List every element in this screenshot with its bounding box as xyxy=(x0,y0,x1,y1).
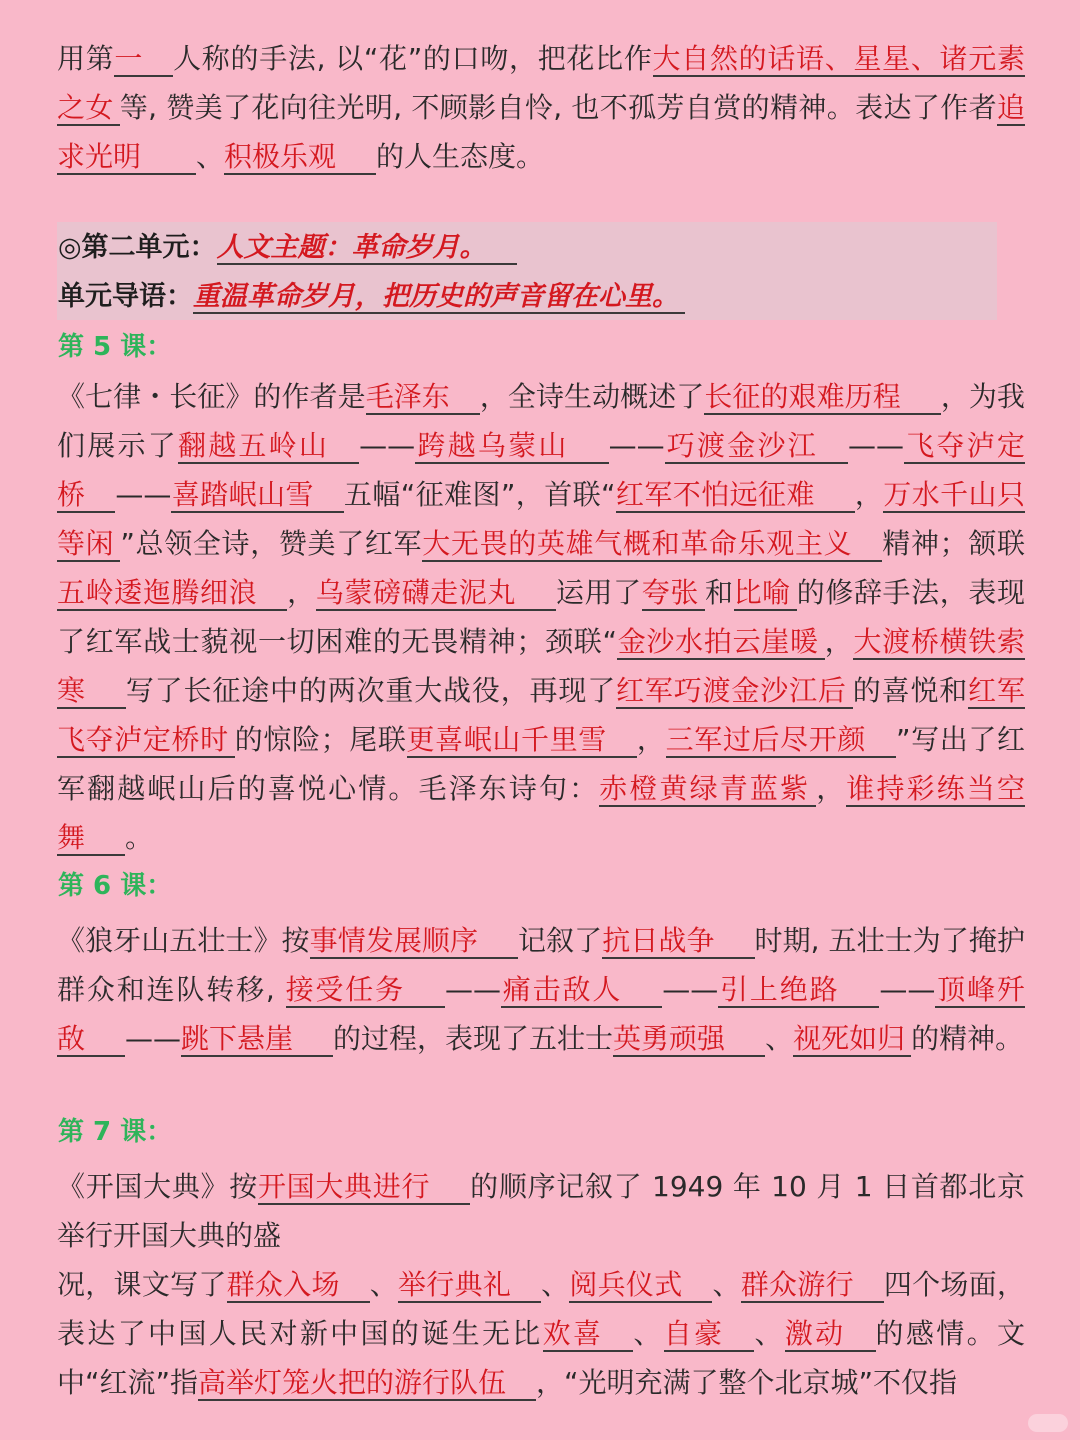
answer-blank: 巧渡金沙江 xyxy=(665,429,848,464)
text: ， xyxy=(824,625,854,658)
text: 的惊险；尾联 xyxy=(234,723,407,756)
text: ”总领全诗，赞美了红军 xyxy=(120,527,423,560)
answer-blank: 开国大典进行 xyxy=(258,1170,470,1205)
answer-blank: 追求光明 xyxy=(57,91,1025,173)
text: 记叙了 xyxy=(518,924,603,957)
answer-blank: 大自然的话语、星星、诸元素之女 xyxy=(57,42,1025,124)
answer-blank: 高举灯笼火把的游行队伍 xyxy=(198,1366,536,1401)
text: 的顺序记叙了 1949 年 10 月 1 日首都北京举行开国大典的盛 xyxy=(57,1170,1025,1252)
answer-blank: 跨越乌蒙山 xyxy=(415,429,608,464)
text: 的修辞手法，表现了红军战士藐视一切困难的无畏精神；颈联“ xyxy=(57,576,1025,658)
answer-blank: 激动 xyxy=(785,1317,876,1352)
lesson-7-title: 第 7 课： xyxy=(58,1117,173,1147)
answer-blank: 大无畏的英雄气概和革命乐观主义 xyxy=(422,527,882,562)
answer-blank: 抗日战争 xyxy=(602,924,754,959)
answer-blank: 群众入场 xyxy=(227,1268,370,1303)
answer-blank: 大渡桥横铁索寒 xyxy=(57,625,1025,707)
unit-intro-text: 重温革命岁月，把历史的声音留在心里。 xyxy=(193,281,685,314)
answer-blank: 举行典礼 xyxy=(398,1268,541,1303)
text: 的感情。文中“红流”指 xyxy=(57,1317,1025,1399)
answer-blank: 谁持彩练当空舞 xyxy=(57,772,1025,854)
answer-blank: 自豪 xyxy=(664,1317,755,1352)
unit-theme: 人文主题：革命岁月。 xyxy=(217,232,517,265)
answer-blank: 比喻 xyxy=(734,576,797,611)
text: 五幅“征难图”，首联“ xyxy=(343,478,616,511)
text: ， xyxy=(287,576,316,609)
text: 运用了 xyxy=(555,576,642,609)
answer-blank: 痛击敌人 xyxy=(501,973,662,1008)
answer-blank: 积极乐观 xyxy=(224,140,376,175)
answer-blank: 翻越五岭山 xyxy=(178,429,359,464)
answer-blank: 群众游行 xyxy=(741,1268,884,1303)
answer-blank: 一 xyxy=(114,42,173,77)
answer-blank: 英勇顽强 xyxy=(613,1022,765,1057)
answer-blank: 阅兵仪式 xyxy=(569,1268,712,1303)
text: —— xyxy=(444,973,501,1006)
text: 、 xyxy=(754,1317,785,1350)
text: 、 xyxy=(633,1317,664,1350)
text: ，为我们展示了 xyxy=(57,380,1025,462)
answer-blank: 跳下悬崖 xyxy=(181,1022,333,1057)
text: —— xyxy=(879,973,936,1006)
lesson-6-paragraph xyxy=(57,916,1025,1063)
lesson-5-title: 第 5 课： xyxy=(58,332,173,362)
lesson-7-paragraph xyxy=(57,1162,1025,1407)
answer-blank: 接受任务 xyxy=(286,973,445,1008)
text: —— xyxy=(125,1022,182,1055)
text: —— xyxy=(662,973,719,1006)
answer-blank: 红军巧渡金沙江后 xyxy=(616,674,853,709)
text: 的精神。 xyxy=(911,1022,1024,1055)
intro-paragraph xyxy=(57,34,1025,181)
text: ， xyxy=(854,478,884,511)
text: —— xyxy=(847,429,904,462)
text: ， xyxy=(636,723,666,756)
answer-blank: 金沙水拍云崖暖 xyxy=(617,625,825,660)
answer-blank: 顶峰歼敌 xyxy=(57,973,1025,1055)
text: 的人生态度。 xyxy=(376,140,545,173)
answer-blank: 视死如归 xyxy=(793,1022,911,1057)
answer-blank: 毛泽东 xyxy=(366,380,480,415)
answer-blank: 万水千山只等闲 xyxy=(57,478,1025,560)
text: ，“光明充满了整个北京城”不仅指 xyxy=(536,1366,958,1399)
text: 用第 xyxy=(57,42,115,75)
text: 的喜悦和 xyxy=(852,674,969,707)
answer-blank: 红军不怕远征难 xyxy=(616,478,855,513)
answer-blank: 三军过后尽开颜 xyxy=(666,723,896,758)
text: 《七律・长征》的作者是 xyxy=(57,380,366,413)
text: 况，课文写了 xyxy=(57,1268,227,1301)
text: 、 xyxy=(541,1268,570,1301)
text: 、 xyxy=(369,1268,399,1301)
answer-blank: 乌蒙磅礴走泥丸 xyxy=(316,576,556,611)
lesson-6-title: 第 6 课： xyxy=(58,871,173,901)
text: 写了长征途中的两次重大战役，再现了 xyxy=(125,674,617,707)
text: 《开国大典》按 xyxy=(57,1170,258,1203)
lesson-5-paragraph xyxy=(57,372,1025,862)
text: 《狼牙山五壮士》按 xyxy=(57,924,310,957)
text: 、 xyxy=(712,1268,741,1301)
unit-theme-line xyxy=(58,228,517,268)
answer-blank: 飞夺泸定桥 xyxy=(57,429,1025,511)
unit-label: ◎第二单元： xyxy=(58,232,217,263)
text: 时期, 五壮士为了掩护群众和连队转移, xyxy=(57,924,1025,1006)
answer-blank: 长征的艰难历程 xyxy=(704,380,940,415)
text: 的过程，表现了五壮士 xyxy=(333,1022,614,1055)
answer-blank: 引上绝路 xyxy=(718,973,879,1008)
unit-intro-label: 单元导语： xyxy=(58,281,193,312)
text: 四个场面，表达了中国人民对新中国的诞生无比 xyxy=(57,1268,1025,1350)
answer-blank: 事情发展顺序 xyxy=(310,924,518,959)
text: —— xyxy=(608,429,665,462)
text: 和 xyxy=(704,576,734,609)
answer-blank: 五岭逶迤腾细浪 xyxy=(57,576,287,611)
answer-blank: 夸张 xyxy=(642,576,705,611)
text: 等, 赞美了花向往光明, 不顾影自怜, 也不孤芳自赏的精神。表达了作者 xyxy=(119,91,997,124)
text: 人称的手法, 以“花”的口吻，把花比作 xyxy=(173,42,653,75)
answer-blank: 欢喜 xyxy=(543,1317,634,1352)
answer-blank: 红军飞夺泸定桥时 xyxy=(57,674,1025,756)
text: 、 xyxy=(196,140,225,173)
text: ，全诗生动概述了 xyxy=(479,380,705,413)
text: —— xyxy=(115,478,172,511)
text: ， xyxy=(816,772,847,805)
answer-blank: 赤橙黄绿青蓝紫 xyxy=(599,772,816,807)
text: 、 xyxy=(765,1022,794,1055)
answer-blank: 喜踏岷山雪 xyxy=(171,478,343,513)
answer-blank: 更喜岷山千里雪 xyxy=(407,723,637,758)
text: 精神；颔联 xyxy=(882,527,1025,560)
unit-intro-line xyxy=(58,277,685,317)
text: ”写出了红军翻越岷山后的喜悦心情。毛泽东诗句： xyxy=(57,723,1025,805)
text: 。 xyxy=(125,821,154,854)
text: —— xyxy=(359,429,416,462)
watermark-logo xyxy=(1028,1414,1068,1432)
